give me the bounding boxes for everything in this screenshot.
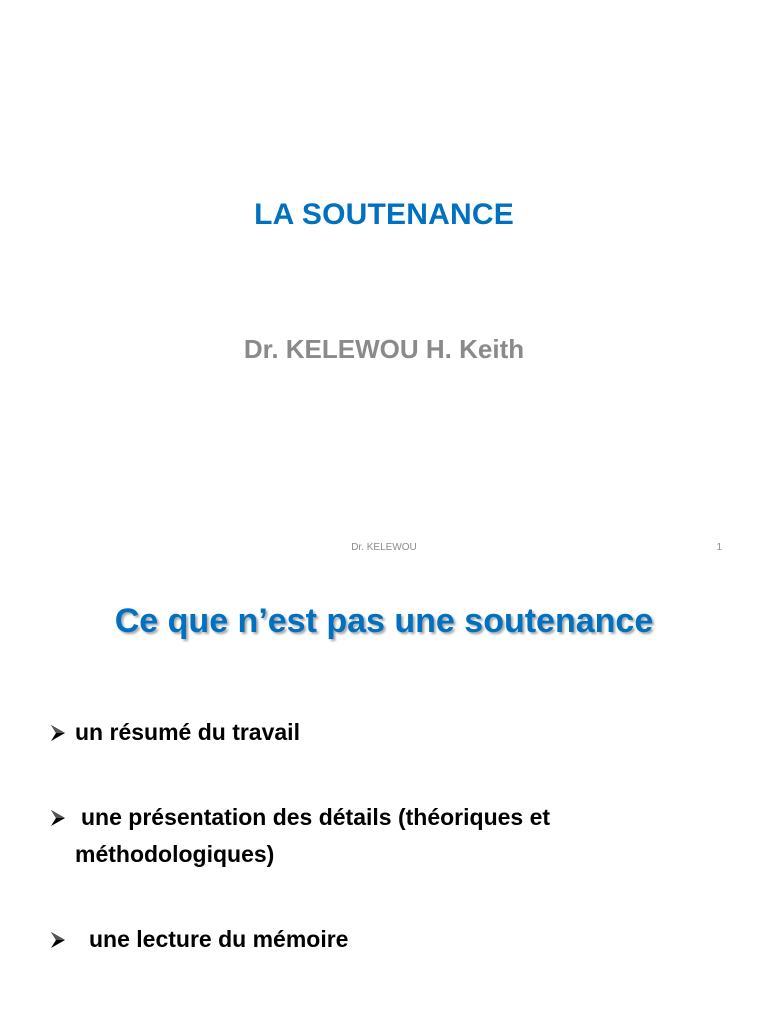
slide-title: LA SOUTENANCE — [254, 198, 514, 231]
arrow-bullet-icon — [48, 723, 68, 743]
bullet-text: une lecture du mémoire — [89, 926, 349, 952]
arrow-bullet-icon — [48, 808, 68, 828]
author-name: Dr. KELEWOU H. Keith — [243, 334, 525, 364]
bullet-list — [48, 714, 728, 1006]
slide-2 — [0, 576, 768, 1024]
slide-footer: Dr. KELEWOU — [351, 542, 417, 553]
bullet-text: un résumé du travail — [75, 719, 300, 745]
bullet-text-continued: méthodologiques) — [75, 841, 275, 867]
arrow-bullet-icon — [48, 930, 68, 950]
bullet-text: une présentation des détails (théoriques et — [81, 804, 551, 830]
list-item — [48, 799, 728, 873]
list-item — [48, 921, 728, 958]
slide-number: 1 — [716, 542, 722, 553]
list-item — [48, 714, 728, 751]
slide-title: Ce que n’est pas une soutenance — [114, 602, 654, 640]
